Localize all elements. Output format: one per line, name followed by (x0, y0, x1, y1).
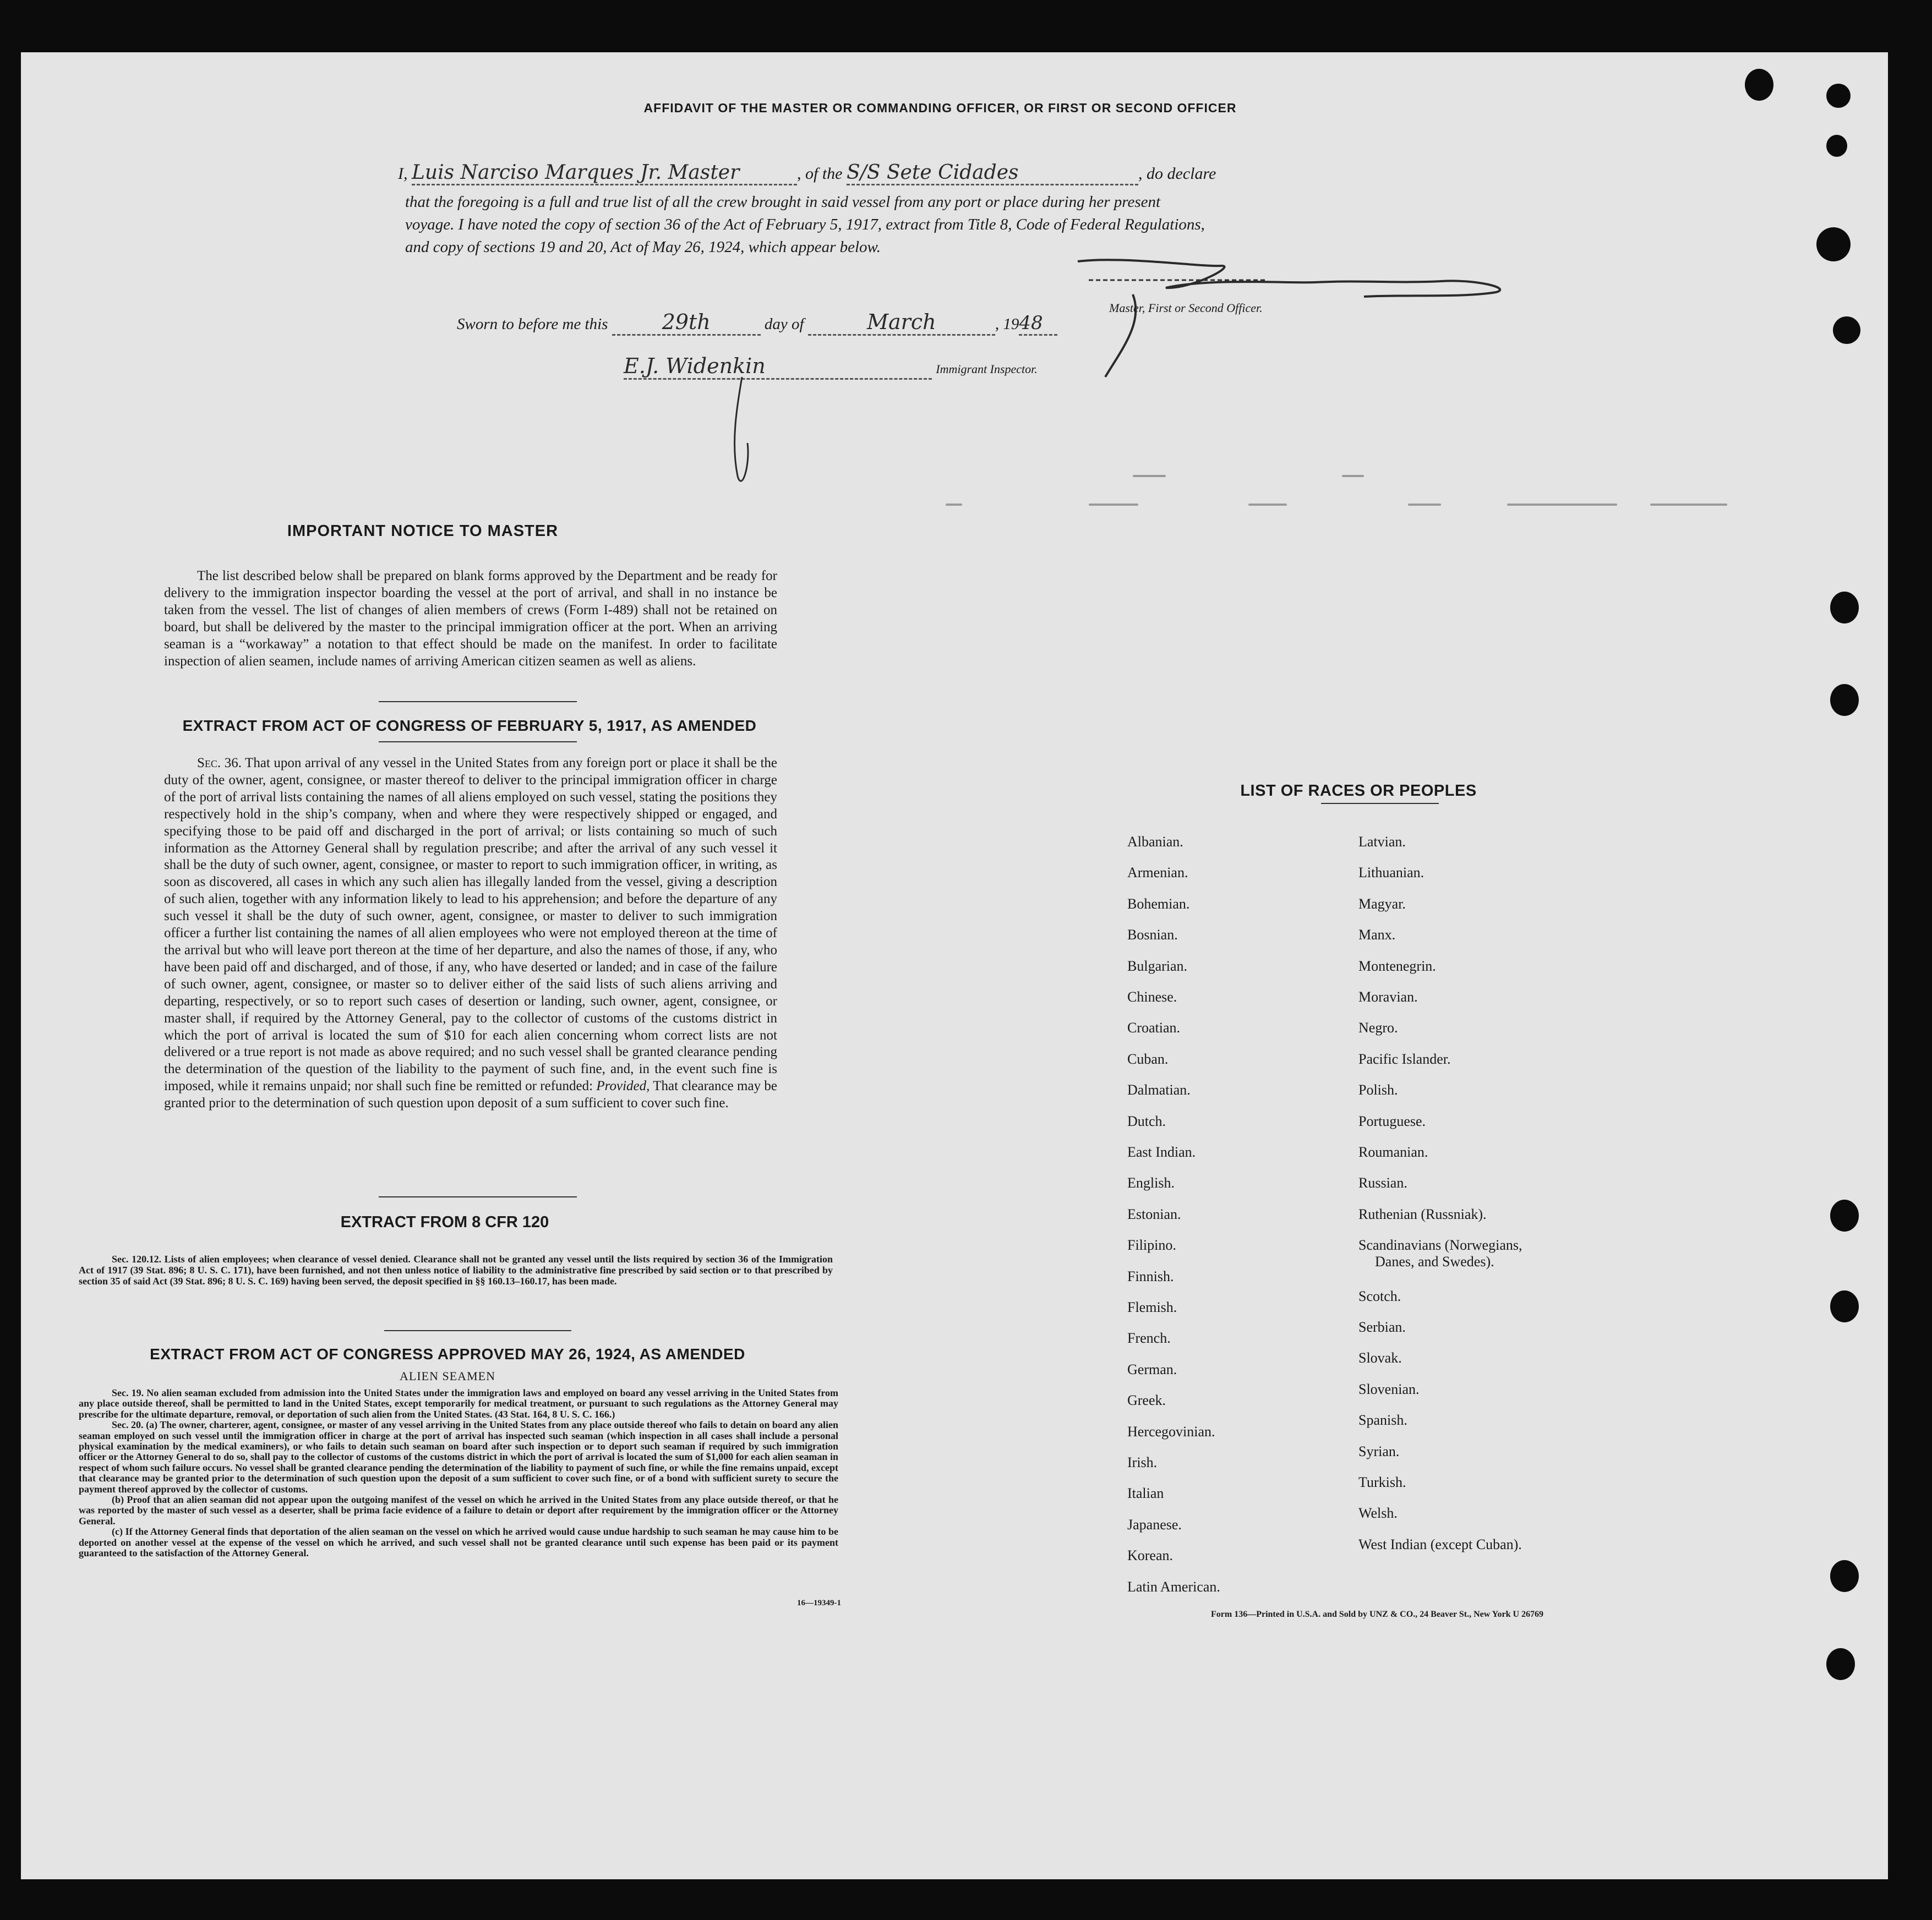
form-code-left: 16—19349-1 (797, 1599, 841, 1607)
binder-hole (1826, 135, 1847, 157)
race-item: Lithuanian. (1358, 865, 1425, 881)
year-prefix: , 19 (995, 315, 1019, 333)
race-item: Dutch. (1127, 1113, 1166, 1129)
inspector-signature-tail (725, 377, 758, 498)
binder-hole (1830, 1560, 1859, 1592)
race-item: Danes, and Swedes). (1375, 1254, 1494, 1270)
race-item: English. (1127, 1175, 1175, 1191)
race-item: Montenegrin. (1358, 958, 1436, 974)
master-name-field: Luis Narciso Marques Jr. Master (412, 161, 797, 185)
race-item: Chinese. (1127, 989, 1177, 1005)
form-footer: Form 136—Printed in U.S.A. and Sold by UNZ & CO., 24 Beaver St., New York U 26769 (1211, 1610, 1544, 1619)
inspector-caption: Immigrant Inspector. (936, 362, 1038, 376)
extract-1917-body (164, 755, 777, 1112)
races-title: LIST OF RACES OR PEOPLES (1240, 782, 1477, 800)
race-item: Finnish. (1127, 1268, 1174, 1284)
race-item: Filipino. (1127, 1237, 1176, 1254)
affidavit-i-prefix: I, (398, 165, 408, 183)
inspector-line (624, 354, 1038, 380)
vessel-name-field: S/S Sete Cidades (847, 161, 1138, 185)
race-item: Latvian. (1358, 834, 1406, 850)
race-item: Croatian. (1127, 1020, 1181, 1036)
cfr-body: Sec. 120.12. Lists of alien employees; when clearance of vessel denied. Clearance shall not be granted any vessel until the lists required by section 36 of the Immigration Act of 1917 (39 Stat. 896; 8 U. S. C. 171), have been furnished, and not then unless notice of liability to the administrative fine prescribed by said section or to that prescribed by section 35 of said Act (39 Stat. 896; 8 U. S. C. 169) having been served, the deposit specified in §§ 160.13–160.17, has been made. (79, 1254, 833, 1287)
cfr-title: EXTRACT FROM 8 CFR 120 (340, 1213, 549, 1231)
race-item: Scandinavians (Norwegians, (1358, 1237, 1522, 1254)
race-item: East Indian. (1127, 1144, 1196, 1160)
sec-19-text: Sec. 19. No alien seaman excluded from admission into the United States under the immigration laws and employed on board any vessel arriving in the United States from any place outside thereof, shall be permitted to land in the United States, except temporarily for medical treatment, or pursuant to such regulations as the Attorney General may prescribe for the ultimate departure, removal, or deportation of such alien from the United States. (43 Stat. 164, 8 U. S. C. 166.) (79, 1387, 838, 1420)
extract-1924-title: EXTRACT FROM ACT OF CONGRESS APPROVED MAY 26, 1924, AS AMENDED (150, 1345, 745, 1363)
binder-hole (1830, 1200, 1859, 1232)
binder-hole (1830, 1290, 1859, 1322)
race-item: Roumanian. (1358, 1144, 1428, 1160)
scan-mark (1133, 475, 1166, 477)
binder-hole (1826, 1648, 1855, 1680)
binder-hole (1745, 69, 1773, 101)
sworn-year-field: 48 (1019, 312, 1057, 336)
binder-hole (1833, 316, 1860, 344)
inspector-signature: E.J. Widenkin (624, 354, 932, 380)
provided-text: Provided, (596, 1079, 650, 1094)
affidavit-line-3: voyage. I have noted the copy of section 36 of the Act of February 5, 1917, extract from Title 8, Code of Federal Regulations, (405, 216, 1205, 233)
race-item: Albanian. (1127, 834, 1183, 850)
of-the-text: , of the (797, 165, 843, 183)
race-item: French. (1127, 1330, 1171, 1347)
notice-body: The list described below shall be prepared on blank forms approved by the Department and be ready for delivery to the immigration inspector boarding the vessel at the port of arrival, and shall in no instance be taken from the vessel. The list of changes of alien members of crews (Form I-489) shall not be retained on board, but shall be delivered by the master to the principal immigration officer at the port. When an arriving seaman is a “workaway” a notation to that effect should be made on the manifest. In order to facilitate inspection of alien seamen, include names of arriving American citizen seamen as well as aliens. (164, 568, 777, 669)
scan-mark (1342, 475, 1364, 477)
do-declare-text: , do declare (1138, 165, 1216, 183)
scan-mark (1248, 504, 1287, 506)
race-item: Armenian. (1127, 865, 1188, 881)
divider-2 (379, 741, 577, 742)
day-of-text: day of (764, 315, 804, 333)
race-item: German. (1127, 1361, 1177, 1377)
master-signature (1056, 256, 1518, 300)
affidavit-title: AFFIDAVIT OF THE MASTER OR COMMANDING OFFICER, OR FIRST OR SECOND OFFICER (643, 101, 1237, 115)
race-item: Latin American. (1127, 1578, 1220, 1595)
race-item: Ruthenian (Russniak). (1358, 1206, 1487, 1222)
document-page (21, 52, 1888, 1879)
extract-1924-body (79, 1388, 838, 1559)
race-item: Korean. (1127, 1547, 1174, 1564)
scan-mark (1408, 504, 1441, 506)
race-item: Bohemian. (1127, 895, 1190, 912)
sec-20b-text: (b) Proof that an alien seaman did not appear upon the outgoing manifest of the vessel on which he arrived in the United States from any place outside thereof, or that he was reported by the master of such vessel as a deserter, shall be prima facie evidence of a failure to detain or deport after requirement by the immigration officer or the Attorney General. (79, 1494, 838, 1527)
race-item: Magyar. (1358, 895, 1406, 912)
sec-36-label: Sec. 36. (197, 756, 242, 770)
race-item: Syrian. (1358, 1443, 1400, 1459)
signature-caption: Master, First or Second Officer. (1109, 301, 1263, 315)
race-item: Portuguese. (1358, 1113, 1426, 1129)
race-item: Japanese. (1127, 1516, 1182, 1533)
binder-hole (1816, 227, 1851, 261)
race-item: Bulgarian. (1127, 958, 1188, 974)
race-item: Hercegovinian. (1127, 1423, 1215, 1440)
sworn-line (457, 310, 1057, 336)
race-item: Bosnian. (1127, 927, 1178, 943)
race-item: Dalmatian. (1127, 1082, 1191, 1098)
affidavit-line-1 (398, 161, 1216, 185)
scan-mark (1650, 504, 1727, 506)
race-item: Manx. (1358, 927, 1396, 943)
divider-4 (384, 1330, 571, 1331)
race-item: Turkish. (1358, 1474, 1406, 1490)
affidavit-line-4: and copy of sections 19 and 20, Act of May 26, 1924, which appear below. (405, 238, 881, 256)
race-item: Pacific Islander. (1358, 1051, 1451, 1067)
race-item: Scotch. (1358, 1288, 1401, 1304)
scan-mark (1089, 504, 1138, 506)
race-item: Greek. (1127, 1392, 1166, 1409)
race-item: West Indian (except Cuban). (1358, 1536, 1522, 1552)
race-item: Serbian. (1358, 1319, 1406, 1335)
binder-hole (1826, 84, 1851, 108)
divider-3 (379, 1196, 577, 1197)
race-item: Flemish. (1127, 1299, 1177, 1315)
race-item: Polish. (1358, 1082, 1398, 1098)
sec-36-text-end: That clearance may be granted prior to the determination of such question upon deposit of a sum sufficient to cover such fine. (164, 1079, 777, 1111)
extract-1924-subtitle: ALIEN SEAMEN (400, 1369, 495, 1383)
race-item: Negro. (1358, 1020, 1398, 1036)
sec-36-text: That upon arrival of any vessel in the United States from any foreign port or place it shall be the duty of the owner, agent, consignee, or master thereof to deliver to the principal immigration officer in charge of the port of arrival lists containing the names of all aliens employed on such vessel, stating the positions they respectively hold in the ship’s company, when and where they were respectively shipped or engaged, and specifying those to be paid off and discharged in the port of arrival; or lists containing so much of such information as the Attorney General shall by regulation prescribe; and after the arrival of any such vessel it shall be the duty of such owner, agent, consignee, or master to report to such immigration officer, in writing, as soon as discovered, all cases in which any such alien has illegally landed from the vessel, giving a description of such alien, together with any information likely to lead to his apprehension; and before the departure of any such vessel it shall be the duty of such owner, agent, consignee, or master to deliver to such immigration officer a further list containing the names of all alien employees who were not employed thereon at the time of the arrival but who will leave port thereon at the time of her departure, and also the names of those, if any, who have been paid off and discharged, and of those, if any, who have deserted or landed; and in case of the failure of such owner, agent, consignee, or master so to deliver either of the said lists of such aliens arriving and departing, respectively, or so to report such cases of desertion or landing, such owner, agent, consignee, or master shall, if required by the Attorney General, pay to the collector of customs of the customs district in which the port of arrival is located the sum of $10 for each alien concerning whom correct lists are not delivered or a true report is not made as above required; and no such vessel shall be granted clearance pending the determination of the question of the liability to the payment of such fine, and, in the event such fine is imposed, while it remains unpaid; nor shall such fine be remitted or refunded: (164, 756, 777, 1094)
race-item: Russian. (1358, 1175, 1407, 1191)
race-item: Irish. (1127, 1454, 1158, 1470)
race-item: Slovak. (1358, 1350, 1402, 1366)
affidavit-line-2: that the foregoing is a full and true list of all the crew brought in said vessel from any port or place during her present (405, 193, 1161, 211)
notice-title: IMPORTANT NOTICE TO MASTER (287, 522, 559, 540)
race-item: Estonian. (1127, 1206, 1181, 1222)
sworn-month-field: March (808, 310, 995, 336)
scan-mark (1507, 504, 1617, 506)
race-item: Cuban. (1127, 1051, 1169, 1067)
race-item: Italian (1127, 1485, 1164, 1502)
binder-hole (1830, 684, 1859, 716)
race-item: Spanish. (1358, 1412, 1407, 1429)
sec-20c-text: (c) If the Attorney General finds that deportation of the alien seaman on the vessel on which he arrived would cause undue hardship to such seaman he may cause him to be deported on another vessel at the expense of the vessel on which he arrived, and such vessel shall not be granted clearance until such expense has been paid or its payment guaranteed to the satisfaction of the Attorney General. (79, 1526, 838, 1559)
divider-1 (379, 701, 577, 702)
race-item: Welsh. (1358, 1505, 1398, 1522)
race-item: Slovenian. (1358, 1381, 1420, 1397)
sworn-day-field: 29th (612, 310, 761, 336)
races-underline (1321, 803, 1439, 804)
scan-mark (946, 504, 962, 506)
extract-1917-title: EXTRACT FROM ACT OF CONGRESS OF FEBRUARY 5, 1917, AS AMENDED (182, 717, 757, 734)
sworn-prefix: Sworn to before me this (457, 315, 608, 333)
binder-hole (1830, 592, 1859, 623)
race-item: Moravian. (1358, 989, 1418, 1005)
sec-20a-text: Sec. 20. (a) The owner, charterer, agent, consignee, or master of any vessel arriving in the United States from any place outside thereof who fails to detain on board any alien seaman employed on such vessel until the immigration officer in charge at the port of arrival has inspected such seaman (which inspection in all cases shall include a personal physical examination by the medical examiners), or who fails to detain such seaman on board after such inspection or to deport such seaman if required by such immigration officer or the Attorney General to do so, shall pay to the collector of customs of the customs district in which the port of arrival is located the sum of $1,000 for each alien seaman in respect of whom such failure occurs. No vessel shall be granted clearance pending the determination of the liability to payment of such fine, or while the fine remains unpaid, except that clearance may be granted prior to the determination of such question upon the deposit of a sum sufficient to cover such fine, or of a bond with sufficient surety to secure the payment thereof approved by the collector of customs. (79, 1419, 838, 1495)
